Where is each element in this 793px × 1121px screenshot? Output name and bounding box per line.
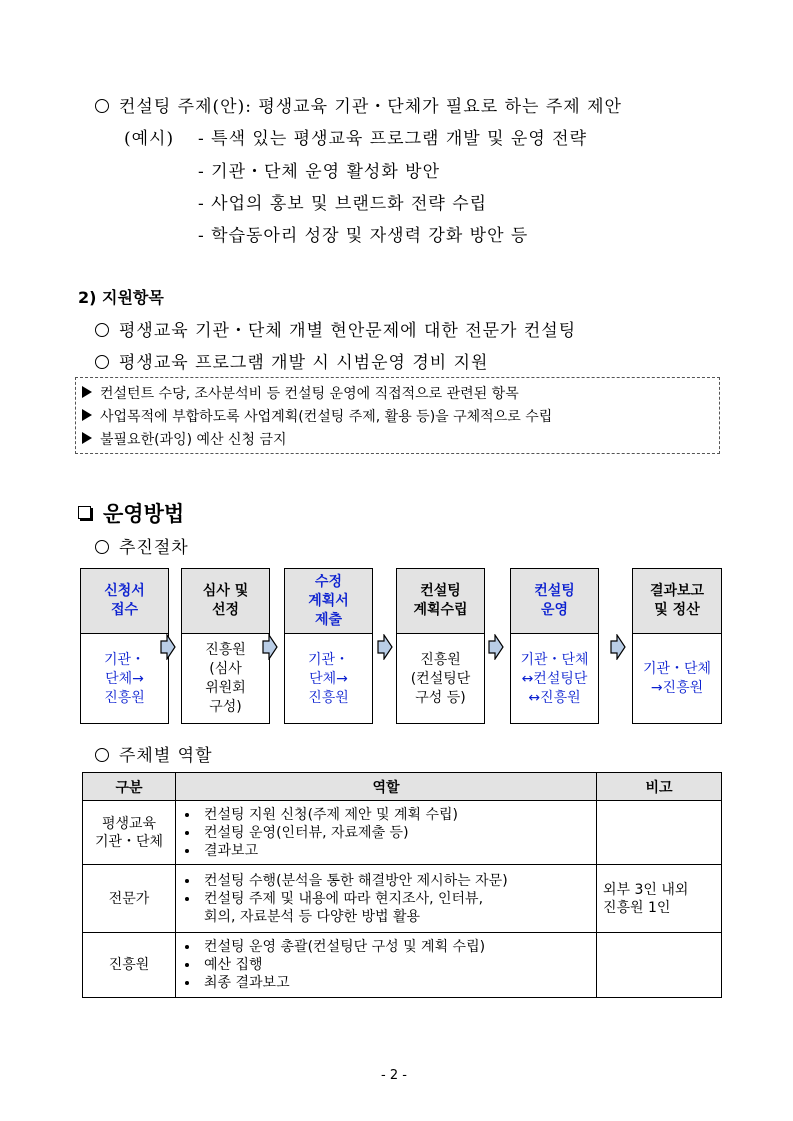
process-step	[181, 568, 270, 724]
right-arrow-icon	[377, 634, 393, 660]
list-item: • 최종 결과보고	[200, 974, 590, 992]
step-title: 결과보고 및 정산	[633, 569, 721, 634]
process-step	[632, 568, 722, 724]
topic-lead-line	[95, 92, 622, 117]
header-cell: 구분	[83, 773, 176, 801]
step-detail: 진흥원 (심사 위원회 구성)	[205, 642, 246, 715]
right-arrow-icon	[610, 634, 626, 660]
circle-bullet-icon	[95, 748, 109, 762]
triangle-bullet-icon	[82, 432, 92, 444]
square-bullet-icon	[78, 506, 91, 519]
example-item: - 기관・단체 운영 활성화 방안	[198, 162, 441, 182]
section-title: 운영방법	[78, 498, 184, 528]
list-item: • 결과보고	[200, 842, 590, 860]
support-heading: 2) 지원항목	[78, 288, 164, 307]
step-title: 신청서 접수	[81, 569, 168, 634]
list-item: • 예산 집행	[200, 956, 590, 974]
list-item: • 컨설팅 지원 신청(주제 제안 및 계획 수립)	[200, 806, 590, 824]
process-step	[510, 568, 599, 724]
table-row	[83, 801, 722, 865]
procedure-label: 추진절차	[95, 533, 189, 558]
example-label: (예시)	[124, 129, 175, 149]
note-cell	[597, 801, 722, 865]
right-arrow-icon	[262, 634, 278, 660]
note-line: 사업목적에 부합하도록 사업계획(컨설팅 주제, 활용 등)을 구체적으로 수립	[82, 406, 713, 429]
header-cell: 역할	[176, 773, 597, 801]
process-step	[396, 568, 485, 724]
list-item: • 컨설팅 수행(분석을 통한 해결방안 제시하는 자문)	[200, 872, 590, 890]
who-cell: 진흥원	[83, 933, 176, 998]
step-detail: 기관・단체 →진흥원	[642, 661, 712, 696]
triangle-bullet-icon	[82, 409, 92, 421]
step-title: 심사 및 선정	[182, 569, 269, 634]
note-box	[75, 377, 720, 454]
note-cell: 외부 3인 내외 진흥원 1인	[597, 865, 722, 933]
example-item: - 사업의 홍보 및 브랜드화 전략 수립	[198, 194, 488, 214]
triangle-bullet-icon	[82, 386, 92, 398]
table-row	[83, 933, 722, 998]
circle-bullet-icon	[95, 540, 109, 554]
list-item: • 컨설팅 운영(인터뷰, 자료제출 등)	[200, 824, 590, 842]
step-title: 수정 계획서 제출	[285, 569, 372, 634]
header-cell: 비고	[597, 773, 722, 801]
circle-bullet-icon	[95, 355, 109, 369]
list-item: • 컨설팅 운영 총괄(컨설팅단 구성 및 계획 수립)	[200, 938, 590, 956]
roles-cell	[176, 933, 597, 998]
table-header-row	[83, 773, 722, 801]
roles-table	[82, 772, 722, 998]
note-cell	[597, 933, 722, 998]
step-detail: 기관・ 단체→ 진흥원	[103, 651, 146, 706]
who-cell: 평생교육 기관・단체	[83, 801, 176, 865]
roles-cell	[176, 801, 597, 865]
example-item: - 특색 있는 평생교육 프로그램 개발 및 운영 전략	[198, 129, 587, 149]
circle-bullet-icon	[95, 323, 109, 337]
topic-lead: 컨설팅 주제(안): 평생교육 기관・단체가 필요로 하는 주제 제안	[119, 97, 622, 117]
step-detail: 진흥원 (컨설팅단 구성 등)	[410, 651, 471, 706]
support-item: 평생교육 기관・단체 개별 현안문제에 대한 전문가 컨설팅	[95, 316, 576, 341]
example-item: - 학습동아리 성장 및 자생력 강화 방안 등	[198, 226, 529, 246]
step-title: 컨설팅 운영	[511, 569, 598, 634]
who-cell: 전문가	[83, 865, 176, 933]
page-number: - 2 -	[381, 1068, 407, 1083]
support-item: 평생교육 프로그램 개발 시 시범운영 경비 지원	[95, 348, 488, 373]
roles-label: 주체별 역할	[95, 741, 213, 766]
step-detail: 기관・ 단체→ 진흥원	[307, 651, 350, 706]
right-arrow-icon	[488, 634, 504, 660]
list-item: • 컨설팅 주제 및 내용에 따라 현지조사, 인터뷰, 회의, 자료분석 등 다양한 방법 활용	[200, 890, 590, 926]
process-step	[284, 568, 373, 724]
note-line: 컨설턴트 수당, 조사분석비 등 컨설팅 운영에 직접적으로 관련된 항목	[82, 383, 713, 406]
step-title: 컨설팅 계획수립	[397, 569, 484, 634]
process-step	[80, 568, 169, 724]
note-line: 불필요한(과잉) 예산 신청 금지	[82, 429, 713, 452]
step-detail: 기관・단체 ↔컨설팅단 ↔진흥원	[520, 651, 589, 706]
circle-bullet-icon	[95, 99, 109, 113]
roles-cell	[176, 865, 597, 933]
right-arrow-icon	[160, 634, 176, 660]
table-row	[83, 865, 722, 933]
